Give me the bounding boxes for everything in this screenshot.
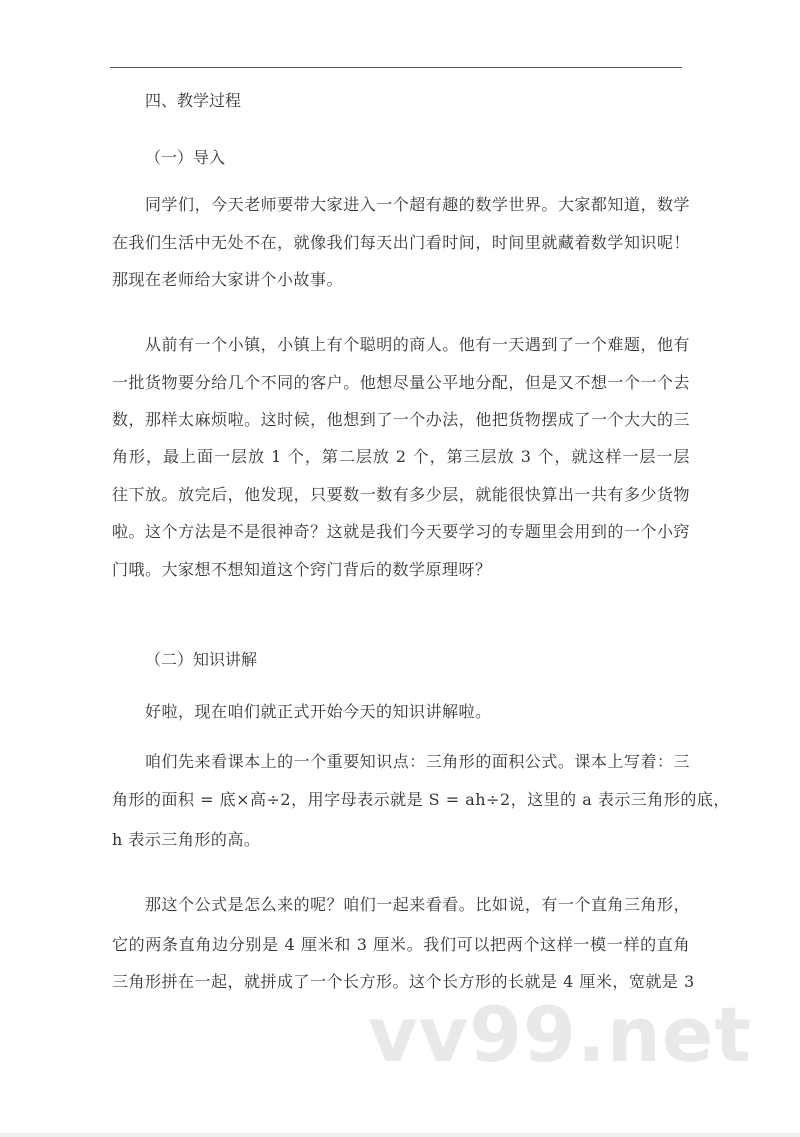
text-line: 往下放。放完后，他发现，只要数一数有多少层，就能很快算出一共有多少货物 [112,485,690,504]
text-line: 它的两条直角边分别是 4 厘米和 3 厘米。我们可以把两个这样一模一样的直角 [112,935,690,954]
text-line: 角形的面积 = 底×高÷2，用字母表示就是 S = ah÷2，这里的 a 表示三角形的底， [112,790,730,809]
text-line: 那现在老师给大家讲个小故事。 [112,270,344,289]
text-line: 好啦，现在咱们就正式开始今天的知识讲解啦。 [112,702,492,721]
text-line: 数，那样太麻烦啦。这时候，他想到了一个办法，他把货物摆成了一个大大的三 [112,410,690,429]
header-rule [110,67,682,68]
text-line: 啦。这个方法是不是很神奇？这就是我们今天要学习的专题里会用到的一个小窍 [112,522,690,541]
text-line: 角形，最上面一层放 1 个，第二层放 2 个，第三层放 3 个，就这样一层一层 [112,447,690,466]
text-line: h 表示三角形的高。 [112,830,261,849]
text-line: 一批货物要分给几个不同的客户。他想尽量公平地分配，但是又不想一个一个去 [112,373,690,392]
text-line: 那这个公式是怎么来的呢？咱们一起来看看。比如说，有一个直角三角形， [112,895,690,914]
page-edge [0,1133,800,1137]
text-line: 在我们生活中无处不在，就像我们每天出门看时间，时间里就藏着数学知识呢！ [112,233,690,252]
section-title-knowledge: （二）知识讲解 [145,650,258,669]
text-line: 咱们先来看课本上的一个重要知识点：三角形的面积公式。课本上写着：三 [112,752,690,771]
text-line: 三角形拼在一起，就拼成了一个长方形。这个长方形的长就是 4 厘米，宽就是 3 [112,972,695,991]
watermark: vv99.net [368,990,752,1079]
heading-teaching-process: 四、教学过程 [145,91,242,110]
text-line: 门哦。大家想不想知道这个窍门背后的数学原理呀？ [112,560,492,579]
section-title-intro: （一）导入 [145,148,226,167]
text-line: 同学们，今天老师要带大家进入一个超有趣的数学世界。大家都知道，数学 [112,195,690,214]
text-line: 从前有一个小镇，小镇上有个聪明的商人。他有一天遇到了一个难题，他有 [112,335,690,354]
